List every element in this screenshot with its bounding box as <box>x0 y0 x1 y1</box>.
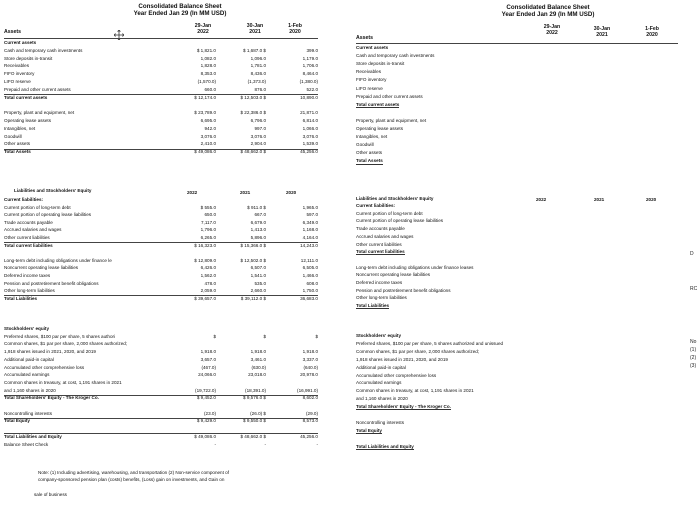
row-value: $ 49,086.0 <box>194 149 216 155</box>
left-liab-col-2021: 2021 <box>240 190 251 195</box>
row-label: Common shares, $1 par per share, 2,000 shares authorized; <box>356 348 480 354</box>
total-rule <box>4 395 318 396</box>
row-value: 3,337.0 <box>302 356 318 362</box>
row-value: $ 12,502.0 $ <box>240 257 266 263</box>
row-value: 1,179.0 <box>302 55 318 61</box>
left-liab-col-2020: 2020 <box>286 190 297 195</box>
row-value: 6,507.0 <box>250 265 266 271</box>
row-value: 478.0 <box>204 280 216 286</box>
row-value: 45,256.0 <box>300 149 318 155</box>
row-label: Noncurrent operating lease liabilities <box>4 265 79 271</box>
row-value: 1,539.0 <box>302 141 318 147</box>
row-label: Additional paid-in capital <box>356 364 406 370</box>
row-value: $ <box>315 333 318 339</box>
row-value: (26.0) $ <box>250 410 266 416</box>
row-value: 3,657.0 <box>200 356 216 362</box>
row-value: 997.0 <box>254 125 266 131</box>
row-label: Store deposits in-transit <box>4 55 53 61</box>
row-value: $ 39,657.0 <box>194 295 216 301</box>
col-year: 2022 <box>546 29 558 36</box>
row-label: Accrued salaries and wages <box>4 227 62 233</box>
row-label: Accumulated earnings <box>4 372 50 378</box>
row-value: (19,722.0) <box>195 387 216 393</box>
row-value: (1,380.0) <box>299 79 318 84</box>
row-label: Total Assets <box>4 149 31 155</box>
row-value: 650.0 <box>204 212 216 218</box>
row-value: 1,562.0 <box>200 273 216 278</box>
row-value: 8,573.0 <box>302 418 318 424</box>
left-title <box>70 3 290 18</box>
row-value: $ 12,503.0 $ <box>240 94 266 100</box>
row-label: Current liabilities: <box>356 203 396 208</box>
row-label: Long-term debt including obligations under finance le <box>4 257 112 263</box>
row-label: Preferred shares, $100 par per share, 5 shares authorized and unissued <box>356 340 504 346</box>
col-year: 2020 <box>646 31 658 38</box>
row-value: 10,890.0 <box>300 94 318 100</box>
row-label: Current portion of operating lease liabilities <box>4 212 92 218</box>
col-date: 29-Jan <box>543 24 561 30</box>
row-value: 6,679.0 <box>250 219 266 225</box>
row-value: $ 9,429.0 <box>196 418 216 424</box>
col-date: 30-Jan <box>246 23 264 29</box>
row-label: Total Liabilities and Equity <box>356 443 414 449</box>
row-label: Intangibles, net <box>4 125 36 131</box>
row-value: $ <box>213 333 216 339</box>
row-label: LIFO reserve <box>4 79 31 84</box>
row-label: Total Assets <box>356 158 383 164</box>
row-value: $ <box>263 333 266 339</box>
row-label: and 1,160 shares in 2020 <box>4 387 56 393</box>
col-date: 1-Feb <box>645 26 659 32</box>
row-label: Total Shareholders' Equity - The Kroger Co. <box>4 395 99 401</box>
right-balance-sheet <box>350 0 700 508</box>
row-label: Common shares in treasury, at cost, 1,191 shares in 2021 <box>4 379 122 385</box>
row-value: (640.0) <box>303 364 318 370</box>
row-value: 2,059.0 <box>200 288 216 294</box>
row-value: 1,466.0 <box>302 273 318 278</box>
row-value: $ 9,550.0 $ <box>243 418 266 424</box>
row-value: 1,750.0 <box>302 288 318 294</box>
row-value: $ 16,323.0 <box>194 242 216 248</box>
row-label: Receivables <box>356 69 382 75</box>
row-label: FIFO inventory <box>4 71 35 77</box>
row-value: $ 1,687.0 $ <box>243 47 266 53</box>
row-value: 1,096.0 <box>250 55 266 61</box>
total-rule <box>4 418 318 419</box>
row-value: 6,695.0 <box>200 118 216 123</box>
col-year: 2021 <box>596 31 608 38</box>
row-label: Other long-term liabilities <box>356 295 407 301</box>
row-value: 8,464.0 <box>302 71 318 77</box>
row-value: 1,918.0 <box>302 349 318 355</box>
row-label: and 1,160 shares in 2020 <box>356 396 408 402</box>
row-value: $ 555.0 <box>200 204 216 210</box>
right-col-2020 <box>630 27 674 38</box>
right-liab-col-2020: 2020 <box>646 197 657 202</box>
row-label: Accumulated other comprehensive loss <box>356 372 437 378</box>
left-note-line-1: Note: (1) Including advertising, warehousing, and transportation (2) Non-service component of <box>38 470 229 475</box>
row-label: Deferred income taxes <box>4 273 51 278</box>
row-value: 522.0 <box>306 86 318 92</box>
row-value: 20,978.0 <box>300 372 318 378</box>
total-rule <box>4 149 318 150</box>
col-year: 2022 <box>197 28 209 35</box>
row-value: 1,918.0 <box>200 349 216 355</box>
row-value: 3,076.0 <box>200 133 216 139</box>
row-value: 5,896.0 <box>250 235 266 240</box>
row-value: 1,082.0 <box>200 55 216 61</box>
side-fragment: D <box>690 251 694 257</box>
row-label: Trade accounts payable <box>356 226 405 232</box>
row-label: Cash and temporary cash investments <box>356 53 435 59</box>
row-value: 45,256.0 <box>300 433 318 439</box>
row-value: 1,541.0 <box>250 273 266 278</box>
row-label: 1,918 shares issued in 2021, 2020, and 2019 <box>4 349 96 355</box>
row-value: (1,373.0) <box>247 79 266 84</box>
row-value: (29.0) <box>305 410 318 416</box>
row-value: 535.0 <box>254 280 266 286</box>
right-title <box>458 4 638 19</box>
row-value: $ 39,112.0 $ <box>240 295 266 301</box>
row-value: (16,991.0) <box>297 387 318 393</box>
left-balance-sheet <box>0 0 348 508</box>
total-rule <box>4 295 318 296</box>
row-value: 3,461.0 <box>250 356 266 362</box>
row-value: $ 22,386.0 $ <box>240 110 266 116</box>
row-value: 876.0 <box>254 86 266 92</box>
row-value: 597.0 <box>306 212 318 218</box>
row-label: Stockholders' equity <box>356 333 401 338</box>
left-header-rule <box>4 38 318 39</box>
left-liab-heading: Liabilities and Stockholders' Equity <box>14 188 92 193</box>
row-value: 23,018.0 <box>248 372 266 378</box>
row-value: 1,965.0 <box>302 204 318 210</box>
row-value: $ 9,576.0 $ <box>243 395 266 401</box>
row-label: LIFO reserve <box>356 85 383 91</box>
left-liab-col-2022: 2022 <box>187 190 198 195</box>
row-label: Prepaid and other current assets <box>356 93 423 99</box>
row-label: Operating lease assets <box>4 118 51 123</box>
row-value: $ 1,821.0 <box>196 47 216 53</box>
col-year: 2020 <box>289 28 301 35</box>
row-value: 2,660.0 <box>250 288 266 294</box>
row-value: 2,410.0 <box>200 141 216 147</box>
left-title-line-2: Year Ended Jan 29 (In MM USD) <box>133 10 227 18</box>
row-value: 8,353.0 <box>200 71 216 77</box>
row-label: Accumulated other comprehensive loss <box>4 364 85 370</box>
row-value: 660.0 <box>204 86 216 92</box>
row-label: Total Liabilities <box>356 303 390 309</box>
col-year: 2021 <box>249 28 261 35</box>
row-label: Receivables <box>4 63 30 69</box>
row-label: Preferred shares, $100 par per share, 5 shares authori <box>4 333 116 339</box>
row-label: Goodwill <box>4 133 22 139</box>
row-label: Current portion of operating lease liabilities <box>356 218 444 224</box>
right-liab-col-2022: 2022 <box>536 197 547 202</box>
row-label: Stockholders' equity <box>4 326 49 331</box>
row-value: 8,602.0 <box>302 395 318 401</box>
row-value: 1,066.0 <box>302 125 318 131</box>
right-assets-heading: Assets <box>356 35 374 41</box>
row-label: Noncontrolling interests <box>356 419 405 425</box>
row-label: Store deposits in-transit <box>356 61 405 67</box>
total-rule <box>4 242 318 243</box>
row-value: 6,796.0 <box>250 118 266 123</box>
left-note-line-2: company-sponsored pension plan (costs) benefits, (Loss) gain on investments, and Gain on <box>38 477 225 482</box>
row-label: Current liabilities: <box>4 197 44 202</box>
row-label: Total current assets <box>356 101 400 107</box>
row-label: FIFO inventory <box>356 77 387 83</box>
row-label: Additional paid-in capital <box>4 356 54 362</box>
left-col-2020 <box>270 24 320 35</box>
row-label: 1,918 shares issued in 2021, 2020, and 2019 <box>356 356 448 362</box>
right-liab-col-2021: 2021 <box>594 197 605 202</box>
row-value: 1,413.0 <box>250 227 266 233</box>
side-fragment: (3) <box>690 363 697 369</box>
row-label: Balance Sheet Check <box>4 441 49 447</box>
row-label: Total Liabilities <box>4 295 38 301</box>
row-value: 8,436.0 <box>250 71 266 77</box>
row-label: Current assets <box>4 40 37 45</box>
row-value: 21,871.0 <box>300 110 318 116</box>
col-date: 30-Jan <box>593 26 611 32</box>
left-footer-text: sale of business <box>34 492 67 497</box>
row-label: Prepaid and other current assets <box>4 86 71 92</box>
side-fragment: (2) <box>690 355 697 361</box>
row-label: Deferred income taxes <box>356 280 403 285</box>
row-value: 2,904.0 <box>250 141 266 147</box>
row-label: Trade accounts payable <box>4 219 53 225</box>
row-label: Total Liabilities and Equity <box>4 433 62 439</box>
row-value: $ 911.0 $ <box>247 204 266 210</box>
row-label: Other long-term liabilities <box>4 288 55 294</box>
row-value: 6,426.0 <box>200 265 216 271</box>
row-label: Pension and postretirement benefit obligations <box>4 280 99 286</box>
row-label: Operating lease assets <box>356 126 403 131</box>
row-label: Current portion of long-term debt <box>4 204 71 210</box>
row-value: (630.0) <box>251 364 266 370</box>
row-value: 36,683.0 <box>300 295 318 301</box>
row-label: Goodwill <box>356 142 374 148</box>
row-label: Current assets <box>356 45 389 50</box>
row-value: 667.0 <box>254 212 266 218</box>
row-value: 3,076.0 <box>302 133 318 139</box>
row-label: Other assets <box>4 141 31 147</box>
right-col-2021 <box>580 27 624 38</box>
total-rule <box>4 433 318 434</box>
row-label: Property, plant and equipment, net <box>356 117 427 123</box>
row-value: 399.0 <box>306 47 318 53</box>
row-label: Property, plant and equipment, net <box>4 110 75 116</box>
side-fragment: (1) <box>690 347 697 353</box>
row-value: $ 15,366.0 $ <box>240 242 266 248</box>
row-value: 1,828.0 <box>200 63 216 69</box>
right-liab-heading: Liabilities and Stockholders' Equity <box>356 196 434 201</box>
row-value: (467.0) <box>201 364 216 370</box>
row-value: $ 12,174.0 <box>194 94 216 100</box>
row-value: $ 12,809.0 <box>194 257 216 263</box>
left-col-2022 <box>178 24 228 35</box>
row-value: 6,265.0 <box>200 235 216 240</box>
row-label: Other assets <box>356 150 383 156</box>
row-label: Total current liabilities <box>4 242 53 248</box>
row-value: 6,814.0 <box>302 118 318 123</box>
side-fragment: RC <box>690 286 698 292</box>
side-fragment: No <box>690 339 697 345</box>
row-value: 7,117.0 <box>201 219 216 225</box>
row-label: Common shares in treasury, at cost, 1,191 shares in 2021 <box>356 388 474 394</box>
row-label: Pension and postretirement benefit obligations <box>356 287 451 293</box>
row-value: (18,391.0) <box>245 387 266 393</box>
row-value: 14,243.0 <box>300 242 318 248</box>
row-label: Other current liabilities <box>356 241 402 247</box>
right-title-line-2: Year Ended Jan 29 (In MM USD) <box>501 11 595 19</box>
row-value: $ 48,662.0 $ <box>240 149 266 155</box>
row-value: 942.0 <box>204 125 216 131</box>
right-header-rule <box>356 43 678 44</box>
row-label: Common shares, $1 par per share, 2,000 shares authorized; <box>4 341 128 347</box>
total-rule <box>4 94 318 95</box>
row-label: Current portion of long-term debt <box>356 210 423 216</box>
left-title-line-1: Consolidated Balance Sheet <box>138 3 222 10</box>
row-label: Intangibles, net <box>356 134 388 140</box>
row-label: Noncurrent operating lease liabilities <box>356 272 431 278</box>
row-value: 6,349.0 <box>302 219 318 225</box>
col-date: 29-Jan <box>194 23 212 29</box>
row-label: Cash and temporary cash investments <box>4 47 83 53</box>
row-label: Total current liabilities <box>356 249 405 255</box>
row-label: Total Shareholders' Equity - The Kroger Co. <box>356 404 451 410</box>
row-value: $ 23,789.0 <box>194 110 216 116</box>
row-value: (23.0) <box>203 410 216 416</box>
row-label: Other current liabilities <box>4 235 50 240</box>
row-value: $ 48,662.0 $ <box>240 433 266 439</box>
row-label: Long-term debt including obligations under finance leases <box>356 264 474 270</box>
left-assets-heading: Assets <box>4 29 22 35</box>
row-value: - <box>316 441 318 447</box>
row-value: 12,111.0 <box>300 257 318 263</box>
row-value: - <box>264 441 266 447</box>
col-date: 1-Feb <box>288 23 302 29</box>
row-value: 1,168.0 <box>302 227 318 233</box>
row-label: Accrued salaries and wages <box>356 233 414 239</box>
row-value: 1,706.0 <box>302 63 318 69</box>
row-label: Accumulated earnings <box>356 380 402 386</box>
row-value: $ 49,086.0 <box>194 433 216 439</box>
row-label: Total current assets <box>4 94 48 100</box>
row-value: 24,066.0 <box>198 372 216 378</box>
row-label: Total Equity <box>356 427 382 433</box>
row-value: 1,781.0 <box>250 63 266 69</box>
row-value: 608.0 <box>306 280 318 286</box>
row-value: 1,796.0 <box>200 227 216 233</box>
row-label: Noncontrolling interests <box>4 410 53 416</box>
row-value: 4,164.0 <box>302 235 318 240</box>
row-label: Total Equity <box>4 418 30 424</box>
row-value: $ 9,452.0 <box>196 395 216 401</box>
row-value: 3,076.0 <box>250 133 266 139</box>
row-value: (1,570.0) <box>197 79 216 84</box>
row-value: 6,505.0 <box>302 265 318 271</box>
row-value: 1,918.0 <box>250 349 266 355</box>
right-col-2022 <box>530 25 574 36</box>
right-title-line-1: Consolidated Balance Sheet <box>506 4 590 11</box>
row-value: - <box>214 441 216 447</box>
